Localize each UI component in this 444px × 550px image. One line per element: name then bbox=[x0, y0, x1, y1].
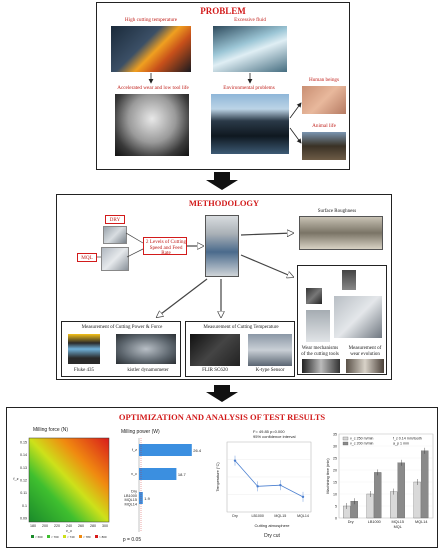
contour-plot bbox=[11, 424, 115, 546]
pareto-title: Milling power (W) bbox=[121, 429, 160, 435]
methodology-arrows bbox=[57, 195, 393, 381]
dry-label: DRY bbox=[109, 216, 121, 223]
contour-ytick: 0.12 bbox=[20, 478, 27, 483]
contour-fill bbox=[29, 438, 109, 522]
bar-xtick: LB1000 bbox=[367, 520, 381, 524]
contour-ytick: 0.15 bbox=[20, 440, 27, 445]
roughness-label: Surface Roughness bbox=[317, 209, 357, 214]
line-title: Dry cut bbox=[264, 533, 280, 539]
bar-ytick: 20 bbox=[333, 468, 337, 473]
pareto-label: MQL14 bbox=[124, 502, 137, 507]
fluke-label: Fluke 435 bbox=[73, 368, 95, 373]
line-ylabel: Temperature (°C) bbox=[216, 462, 220, 492]
line-chart bbox=[213, 428, 317, 546]
pareto-value: 26.4 bbox=[193, 448, 202, 453]
contour-legend-label: < 740 bbox=[67, 535, 75, 539]
bar-ytick: 30 bbox=[333, 444, 337, 449]
contour-legend-swatch bbox=[95, 535, 98, 538]
bar-ytick: 25 bbox=[333, 456, 337, 461]
mql-label: MQL bbox=[81, 254, 93, 261]
line-point bbox=[279, 484, 281, 486]
pareto-label: Dry bbox=[131, 489, 137, 494]
power-title: Measurement of Cutting Power & Force bbox=[81, 325, 163, 330]
wear-mech-label: Wear mechanisms of the cutting tools bbox=[301, 346, 339, 357]
bar-xtick: Dry bbox=[347, 520, 354, 524]
bar-rect bbox=[390, 492, 397, 518]
bar-ytick: 10 bbox=[333, 492, 337, 497]
bar-legend-swatch bbox=[343, 437, 348, 440]
contour-ylabel: f_z bbox=[13, 476, 19, 481]
bar-legend-label: v_c 250 m/min bbox=[350, 436, 374, 441]
label-excess-fluid: Excessive fluid bbox=[234, 17, 266, 23]
contour-legend-label: < 780 bbox=[83, 535, 91, 539]
kistler-label: kistler dynamometer bbox=[127, 368, 169, 373]
bar-ytick: 35 bbox=[333, 432, 337, 437]
bar-ytick: 0 bbox=[335, 516, 337, 521]
bar-rect bbox=[398, 463, 405, 518]
contour-ytick: 0.11 bbox=[20, 491, 27, 496]
bar-plot bbox=[323, 426, 437, 546]
contour-legend-swatch bbox=[79, 535, 82, 538]
line-ci: 95% confidence interval bbox=[253, 434, 296, 439]
label-human: Human beings bbox=[308, 77, 340, 83]
line-point bbox=[302, 496, 304, 498]
contour-legend-label: < 660 bbox=[35, 535, 43, 539]
problem-arrows bbox=[97, 3, 351, 171]
contour-legend-label: < 700 bbox=[51, 535, 59, 539]
bar-rect bbox=[421, 451, 428, 518]
levels-label: 2 Levels of Cutting Speed and Feed Rate bbox=[145, 239, 187, 257]
bar-ytick: 5 bbox=[335, 504, 337, 509]
contour-legend-swatch bbox=[63, 535, 66, 538]
line-xtick: MQL15 bbox=[274, 514, 287, 518]
label-high-temp: High cutting temperature bbox=[124, 17, 178, 23]
pareto-label: v_c bbox=[131, 472, 137, 476]
problem-title: PROBLEM bbox=[200, 6, 246, 16]
contour-chart bbox=[11, 424, 115, 546]
bar-ytick: 15 bbox=[333, 480, 337, 485]
methodology-panel bbox=[56, 194, 392, 380]
pareto-label: f_z bbox=[131, 448, 137, 452]
bar-xtick: MQL15 bbox=[391, 520, 404, 524]
bar-group-label: MQL bbox=[393, 525, 402, 529]
pareto-value: 1.9 bbox=[144, 496, 150, 501]
contour-legend-swatch bbox=[47, 535, 50, 538]
bar-rect bbox=[414, 482, 421, 518]
pareto-chart bbox=[115, 424, 209, 546]
contour-xtick: 260 bbox=[78, 524, 84, 528]
line-xtick: Dry bbox=[232, 514, 238, 518]
line-stats: F= 49.85 p=0.000 bbox=[253, 429, 285, 434]
bar-legend-label: v_c 200 m/min bbox=[350, 441, 374, 446]
bar-rect bbox=[374, 472, 381, 518]
contour-title: Milling force (N) bbox=[33, 427, 69, 433]
contour-ytick: 0.1 bbox=[22, 503, 27, 508]
flir-label: FLIR SC620 bbox=[202, 368, 228, 373]
methodology-title: METHODOLOGY bbox=[188, 198, 260, 208]
results-panel bbox=[6, 407, 438, 548]
bar-param-label: f_z 0.14 mm/tooth bbox=[393, 436, 422, 441]
bar-param-label: a_p 1 mm bbox=[393, 441, 409, 446]
pareto-bar bbox=[139, 468, 176, 480]
contour-ytick: 0.14 bbox=[20, 453, 27, 458]
pareto-pnote: p = 0.05 bbox=[122, 537, 142, 543]
line-xtick: LB1000 bbox=[251, 514, 264, 518]
temp-title: Measurement of Cutting Temperature bbox=[203, 325, 279, 330]
label-wear: Accelerated wear and low tool life bbox=[117, 85, 189, 91]
label-animal: Animal life bbox=[312, 123, 336, 129]
wear-evo-label: Measurement of wear evolution bbox=[348, 346, 382, 357]
bar-legend-swatch bbox=[343, 442, 348, 445]
pareto-bar bbox=[139, 444, 192, 456]
line-xlabel: Cutting atmosphere bbox=[254, 523, 290, 528]
bar-ylabel: Machining time (min) bbox=[326, 458, 330, 494]
contour-xtick: 220 bbox=[54, 524, 60, 528]
line-point bbox=[234, 459, 236, 461]
bar-rect bbox=[367, 494, 374, 518]
pareto-value: 18.7 bbox=[177, 472, 186, 477]
contour-xtick: 280 bbox=[90, 524, 96, 528]
contour-xlabel: v_c bbox=[65, 528, 73, 533]
contour-ytick: 0.13 bbox=[20, 465, 27, 470]
line-point bbox=[256, 485, 258, 487]
bar-xtick: MQL14 bbox=[415, 520, 428, 524]
results-title: OPTIMIZATION AND ANALYSIS OF TEST RESULTS bbox=[118, 412, 326, 422]
contour-legend-label: > 800 bbox=[99, 535, 107, 539]
bar-chart bbox=[323, 426, 437, 546]
contour-ytick: 0.09 bbox=[20, 516, 27, 521]
pareto-plot bbox=[115, 424, 209, 546]
pareto-label: MQL15 bbox=[124, 498, 137, 503]
label-env: Environmental problems bbox=[223, 85, 275, 91]
contour-xtick: 240 bbox=[66, 524, 72, 528]
pareto-label: LB1000 bbox=[123, 493, 137, 498]
problem-panel bbox=[96, 2, 350, 170]
contour-xtick: 200 bbox=[42, 524, 48, 528]
ktype-label: K-type Sensor bbox=[255, 368, 285, 373]
line-xtick: MQL14 bbox=[297, 514, 309, 518]
contour-xtick: 300 bbox=[102, 524, 108, 528]
contour-legend-swatch bbox=[31, 535, 34, 538]
contour-xtick: 180 bbox=[30, 524, 36, 528]
